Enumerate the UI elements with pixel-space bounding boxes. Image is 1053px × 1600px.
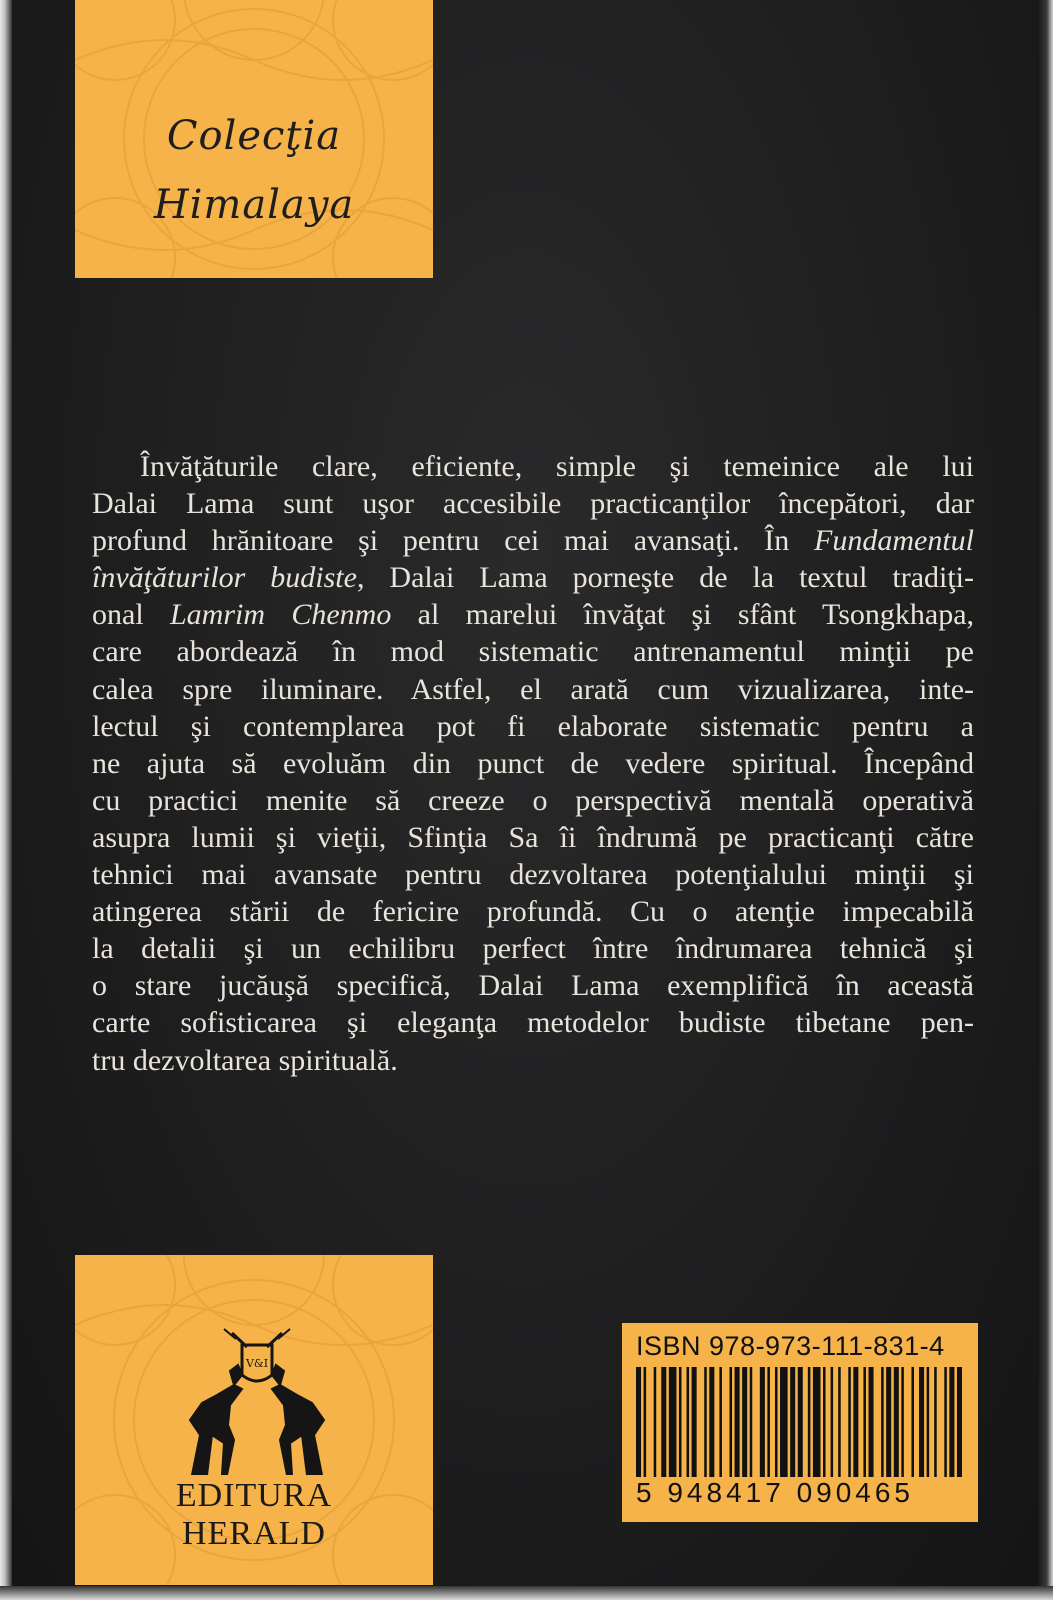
barcode-bar — [704, 1367, 707, 1477]
description-line: carte sofisticarea şi eleganţa metodelor budiste tibetane pen- — [92, 1006, 974, 1040]
description-line: învăţăturilor budiste, Dalai Lama porneşte de la textul tradiţi- — [92, 561, 975, 595]
description-line: lectul şi contemplarea pot fi elaborate sistematic pentru a — [92, 709, 974, 743]
barcode-bar — [853, 1367, 858, 1477]
barcode-bar — [813, 1367, 821, 1477]
description-line: cu practici menite să creeze o perspectivă mentală operativă — [92, 783, 974, 817]
barcode-bar — [869, 1367, 874, 1477]
barcode-icon — [636, 1367, 962, 1477]
barcode-bar — [767, 1367, 770, 1477]
barcode-bar — [692, 1367, 697, 1477]
description-line: la detalii şi un echilibru perfect între îndrumarea tehnică şi — [92, 932, 974, 966]
barcode-bar — [679, 1367, 682, 1477]
cover-left-edge — [0, 0, 12, 1600]
logo-monogram: V&I — [245, 1357, 269, 1370]
barcode-bar — [730, 1367, 733, 1477]
barcode-bar — [838, 1367, 841, 1477]
barcode-bar — [831, 1367, 834, 1477]
barcode-bar — [919, 1367, 924, 1477]
barcode-bar — [750, 1367, 753, 1477]
description-line: tehnici mai avansate pentru dezvoltarea potenţialului minţii şi — [92, 858, 974, 892]
description-line: profund hrănitoare şi pentru cei mai avansaţi. În Fundamentul — [92, 524, 974, 558]
barcode-bar — [881, 1367, 884, 1477]
barcode-bar — [949, 1367, 954, 1477]
barcode-bar — [957, 1367, 962, 1477]
barcode-bar — [886, 1367, 891, 1477]
cover-bottom-edge — [0, 1586, 1053, 1600]
barcode-bar — [798, 1367, 803, 1477]
description-line: ne ajuta să evoluăm din punct de vedere spiritual. Începând — [92, 746, 974, 780]
barcode-bar — [780, 1367, 788, 1477]
series-title-line-1: Colecţia — [166, 113, 342, 159]
description-line: atingerea stării de fericire profundă. Cu o atenţie impecabilă — [92, 895, 974, 929]
barcode-bar — [863, 1367, 866, 1477]
barcode-bar — [911, 1367, 914, 1477]
description-line: Învăţăturile clare, eficiente, simple şi temeinice ale lui — [140, 450, 974, 483]
publisher-name-line-2: HERALD — [182, 1515, 326, 1552]
publisher-name-line-1: EDITURA — [175, 1477, 333, 1514]
barcode-bar — [927, 1367, 930, 1477]
barcode-bar — [735, 1367, 740, 1477]
isbn-label: ISBN 978-973-111-831-4 — [636, 1331, 945, 1361]
herald-deer-crest-icon — [172, 1325, 342, 1475]
series-title-line-2: Himalaya — [153, 182, 355, 228]
description-line: calea spre iluminare. Astfel, el arată cum vizualizarea, inte- — [92, 672, 974, 706]
series-panel — [75, 0, 433, 278]
description-line: asupra lumii şi vieţii, Sfinţia Sa îi îndrumă pe practicanţi către — [92, 820, 974, 854]
barcode-number: 5 948417 090465 — [636, 1477, 914, 1508]
description-line: tru dezvoltarea spirituală. — [92, 1043, 398, 1077]
barcode-bar — [760, 1367, 765, 1477]
description-line: care abordează în mod sistematic antrenamentul minţii pe — [92, 635, 974, 669]
description-line: onal Lamrim Chenmo al marelui învăţat şi sfânt Tsongkhapa, — [92, 598, 975, 632]
barcode-bar — [687, 1367, 690, 1477]
description-line: o stare jucăuşă specifică, Dalai Lama exemplifică în această — [92, 969, 974, 1003]
barcode-bar — [669, 1367, 677, 1477]
barcode-bar — [934, 1367, 937, 1477]
barcode-bar — [901, 1367, 904, 1477]
book-description — [92, 448, 974, 1079]
publisher-panel — [75, 1255, 433, 1585]
description-line: Dalai Lama sunt uşor accesibile practicanţilor începători, dar — [92, 487, 974, 521]
barcode-bar — [823, 1367, 826, 1477]
barcode-bar — [661, 1367, 666, 1477]
barcode-bar — [709, 1367, 714, 1477]
barcode-bar — [719, 1367, 722, 1477]
cover-right-edge — [1037, 0, 1053, 1600]
barcode-bar — [894, 1367, 899, 1477]
barcode-bar — [775, 1367, 778, 1477]
barcode-bar — [742, 1367, 747, 1477]
barcode-bar — [944, 1367, 947, 1477]
barcode-bar — [808, 1367, 811, 1477]
barcode-bar — [654, 1367, 657, 1477]
barcode-bar — [636, 1367, 641, 1477]
barcode-bar — [848, 1367, 851, 1477]
barcode-bar — [644, 1367, 647, 1477]
isbn-barcode-box — [622, 1323, 978, 1522]
barcode-bar — [790, 1367, 795, 1477]
